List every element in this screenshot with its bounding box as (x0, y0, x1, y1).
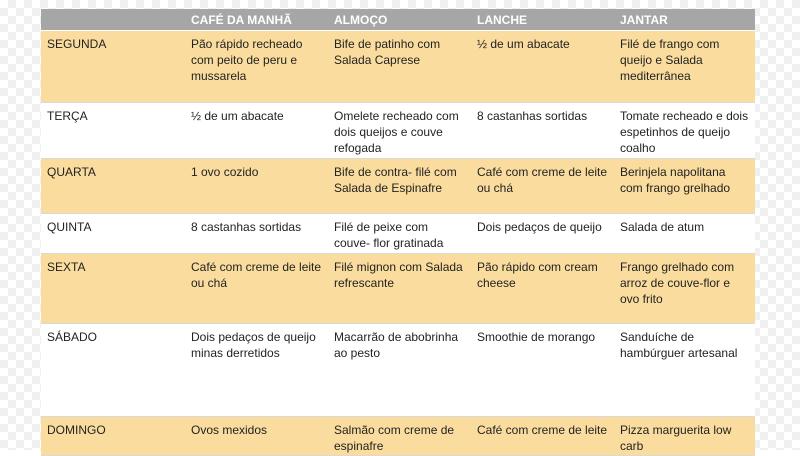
header-cafe-da-manha: CAFÉ DA MANHÃ (185, 9, 328, 31)
table-row (41, 214, 755, 254)
meal-cell: Café com creme de leite (471, 417, 614, 456)
day-label: QUARTA (41, 159, 185, 214)
meal-cell: 8 castanhas sortidas (471, 103, 614, 159)
day-label: QUINTA (41, 214, 185, 254)
meal-cell: Frango grelhado com arroz de couve-flor e ovo frito (614, 254, 755, 324)
meal-cell: Dois pedaços de queijo minas derretidos (185, 324, 328, 417)
table-row (41, 254, 755, 324)
meal-cell: Sanduíche de hambúrguer artesanal (614, 324, 755, 417)
meal-cell: Salmão com creme de espinafre (328, 417, 471, 456)
meal-cell: Café com creme de leite ou chá (471, 159, 614, 214)
meal-cell: Filé de peixe com couve- flor gratinada (328, 214, 471, 254)
weekly-meal-table (41, 9, 755, 456)
meal-cell: Berinjela napolitana com frango grelhado (614, 159, 755, 214)
meal-cell: Bife de patinho com Salada Caprese (328, 31, 471, 103)
day-label: SEXTA (41, 254, 185, 324)
meal-cell: Salada de atum (614, 214, 755, 254)
meal-cell: Filé mignon com Salada refrescante (328, 254, 471, 324)
day-label: SÁBADO (41, 324, 185, 417)
meal-cell: 8 castanhas sortidas (185, 214, 328, 254)
meal-cell: Tomate recheado e dois espetinhos de queijo coalho (614, 103, 755, 159)
meal-cell: ½ de um abacate (185, 103, 328, 159)
day-label: DOMINGO (41, 417, 185, 456)
meal-cell: Pão rápido recheado com peito de peru e mussarela (185, 31, 328, 103)
header-almoco: ALMOÇO (328, 9, 471, 31)
day-label: SEGUNDA (41, 31, 185, 103)
table-row (41, 159, 755, 214)
meal-cell: ½ de um abacate (471, 31, 614, 103)
table-row (41, 31, 755, 103)
day-label: TERÇA (41, 103, 185, 159)
table-row (41, 103, 755, 159)
table-row (41, 324, 755, 417)
meal-cell: Pizza marguerita low carb (614, 417, 755, 456)
meal-cell: Ovos mexidos (185, 417, 328, 456)
meal-cell: Café com creme de leite ou chá (185, 254, 328, 324)
header-lanche: LANCHE (471, 9, 614, 31)
meal-cell: Pão rápido com cream cheese (471, 254, 614, 324)
header-row (41, 9, 755, 31)
meal-cell: Bife de contra- filé com Salada de Espinafre (328, 159, 471, 214)
meal-cell: Filé de frango com queijo e Salada mediterrânea (614, 31, 755, 103)
meal-cell: 1 ovo cozido (185, 159, 328, 214)
header-jantar: JANTAR (614, 9, 755, 31)
meal-cell: Dois pedaços de queijo (471, 214, 614, 254)
header-corner (41, 9, 185, 31)
meal-cell: Omelete recheado com dois queijos e couve refogada (328, 103, 471, 159)
meal-cell: Macarrão de abobrinha ao pesto (328, 324, 471, 417)
meal-cell: Smoothie de morango (471, 324, 614, 417)
